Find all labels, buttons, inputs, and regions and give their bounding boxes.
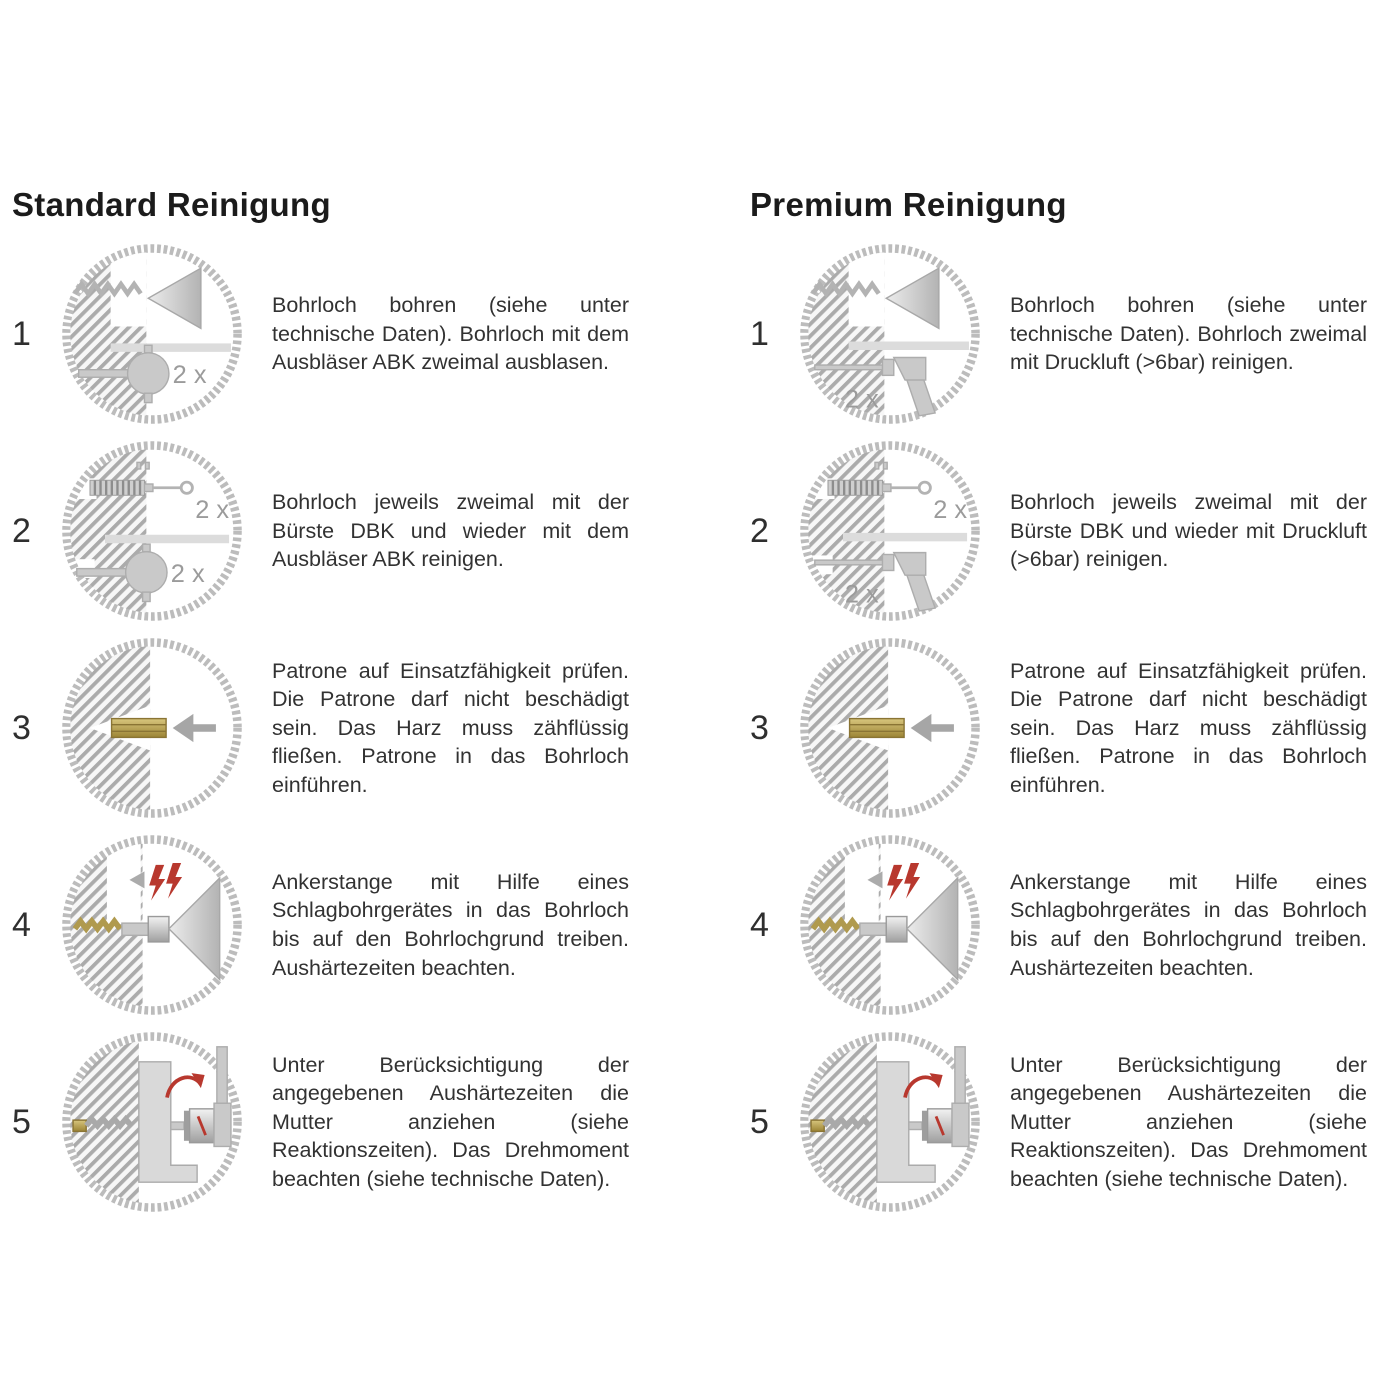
step-row [12, 240, 657, 428]
step-row [750, 240, 1395, 428]
step-number: 1 [12, 314, 31, 353]
brush-and-airgun-illustration [796, 437, 984, 625]
step-text: Ankerstange mit Hilfe eines Schlagbohrgerätes in das Bohrloch bis auf den Bohrlochgrund treiben. Aushärtezeiten beachten. [1010, 869, 1367, 980]
step-number: 4 [750, 905, 769, 944]
step-text: Unter Berücksichtigung der angegebenen Aushärtezeiten die Mutter anziehen (siehe Reaktionszeiten). Das Drehmoment beachten (siehe technische Daten). [272, 1052, 629, 1191]
step-text: Ankerstange mit Hilfe eines Schlagbohrgerätes in das Bohrloch bis auf den Bohrlochgrund treiben. Aushärtezeiten beachten. [272, 869, 629, 980]
cartridge-icon [850, 719, 905, 738]
drill-and-airgun-illustration [796, 240, 984, 428]
drill-and-blower-illustration [58, 240, 246, 428]
blow-count-label: 2 x [844, 385, 879, 414]
nut-tightening-illustration [58, 1028, 246, 1216]
anchor-drive-illustration [58, 831, 246, 1019]
brush-and-blower-illustration [58, 437, 246, 625]
borehole-bar [105, 535, 229, 543]
step-row [750, 634, 1395, 822]
step-text: Patrone auf Einsatzfähigkeit prüfen. Die Patrone darf nicht beschädigt sein. Das Harz muss zähflüssig fließen. Patrone in das Bohrloch einführen. [1010, 658, 1367, 797]
column-premium [750, 186, 1395, 1225]
step-row [12, 437, 657, 625]
step-row [12, 1028, 657, 1216]
cartridge-insert-illustration [58, 634, 246, 822]
step-number: 3 [750, 708, 769, 747]
column-standard [12, 186, 657, 1225]
blow-count-label: 2 x [844, 580, 879, 609]
step-number: 5 [750, 1102, 769, 1141]
step-row [12, 634, 657, 822]
step-text: Unter Berücksichtigung der angegebenen Aushärtezeiten die Mutter anziehen (siehe Reaktionszeiten). Das Drehmoment beachten (siehe technische Daten). [1010, 1052, 1367, 1191]
column-title-standard: Standard Reinigung [12, 186, 331, 223]
step-text: Bohrloch bohren (siehe unter technische Daten). Bohrloch zweimal mit Druckluft (>6bar) reinigen. [1010, 293, 1367, 375]
blow-count-label: 2 x [172, 360, 207, 389]
step-row [750, 437, 1395, 625]
concrete-hatch [70, 252, 146, 416]
borehole-bar [111, 343, 231, 351]
anchor-drive-illustration [796, 831, 984, 1019]
step-text: Patrone auf Einsatzfähigkeit prüfen. Die Patrone darf nicht beschädigt sein. Das Harz muss zähflüssig fließen. Patrone in das Bohrloch einführen. [272, 658, 629, 797]
step-row [12, 831, 657, 1019]
step-number: 2 [12, 511, 31, 550]
step-row [750, 831, 1395, 1019]
brush-count-label: 2 x [933, 495, 968, 524]
step-row [750, 1028, 1395, 1216]
borehole-bar [849, 342, 969, 350]
nut-tightening-illustration [796, 1028, 984, 1216]
blow-count-label: 2 x [170, 559, 205, 588]
step-number: 2 [750, 511, 769, 550]
step-number: 5 [12, 1102, 31, 1141]
step-text: Bohrloch jeweils zweimal mit der Bürste DBK und wieder mit dem Ausbläser ABK reinigen. [272, 490, 629, 572]
borehole-bar [843, 533, 967, 541]
step-text: Bohrloch jeweils zweimal mit der Bürste DBK und wieder mit Druckluft (>6bar) reinigen. [1010, 490, 1367, 572]
column-title-premium: Premium Reinigung [750, 186, 1067, 223]
step-number: 3 [12, 708, 31, 747]
cartridge-insert-illustration [796, 634, 984, 822]
step-number: 4 [12, 905, 31, 944]
step-number: 1 [750, 314, 769, 353]
brush-count-label: 2 x [195, 495, 230, 524]
step-text: Bohrloch bohren (siehe unter technische Daten). Bohrloch mit dem Ausbläser ABK zweimal ausblasen. [272, 293, 629, 375]
cartridge-icon [112, 719, 167, 738]
